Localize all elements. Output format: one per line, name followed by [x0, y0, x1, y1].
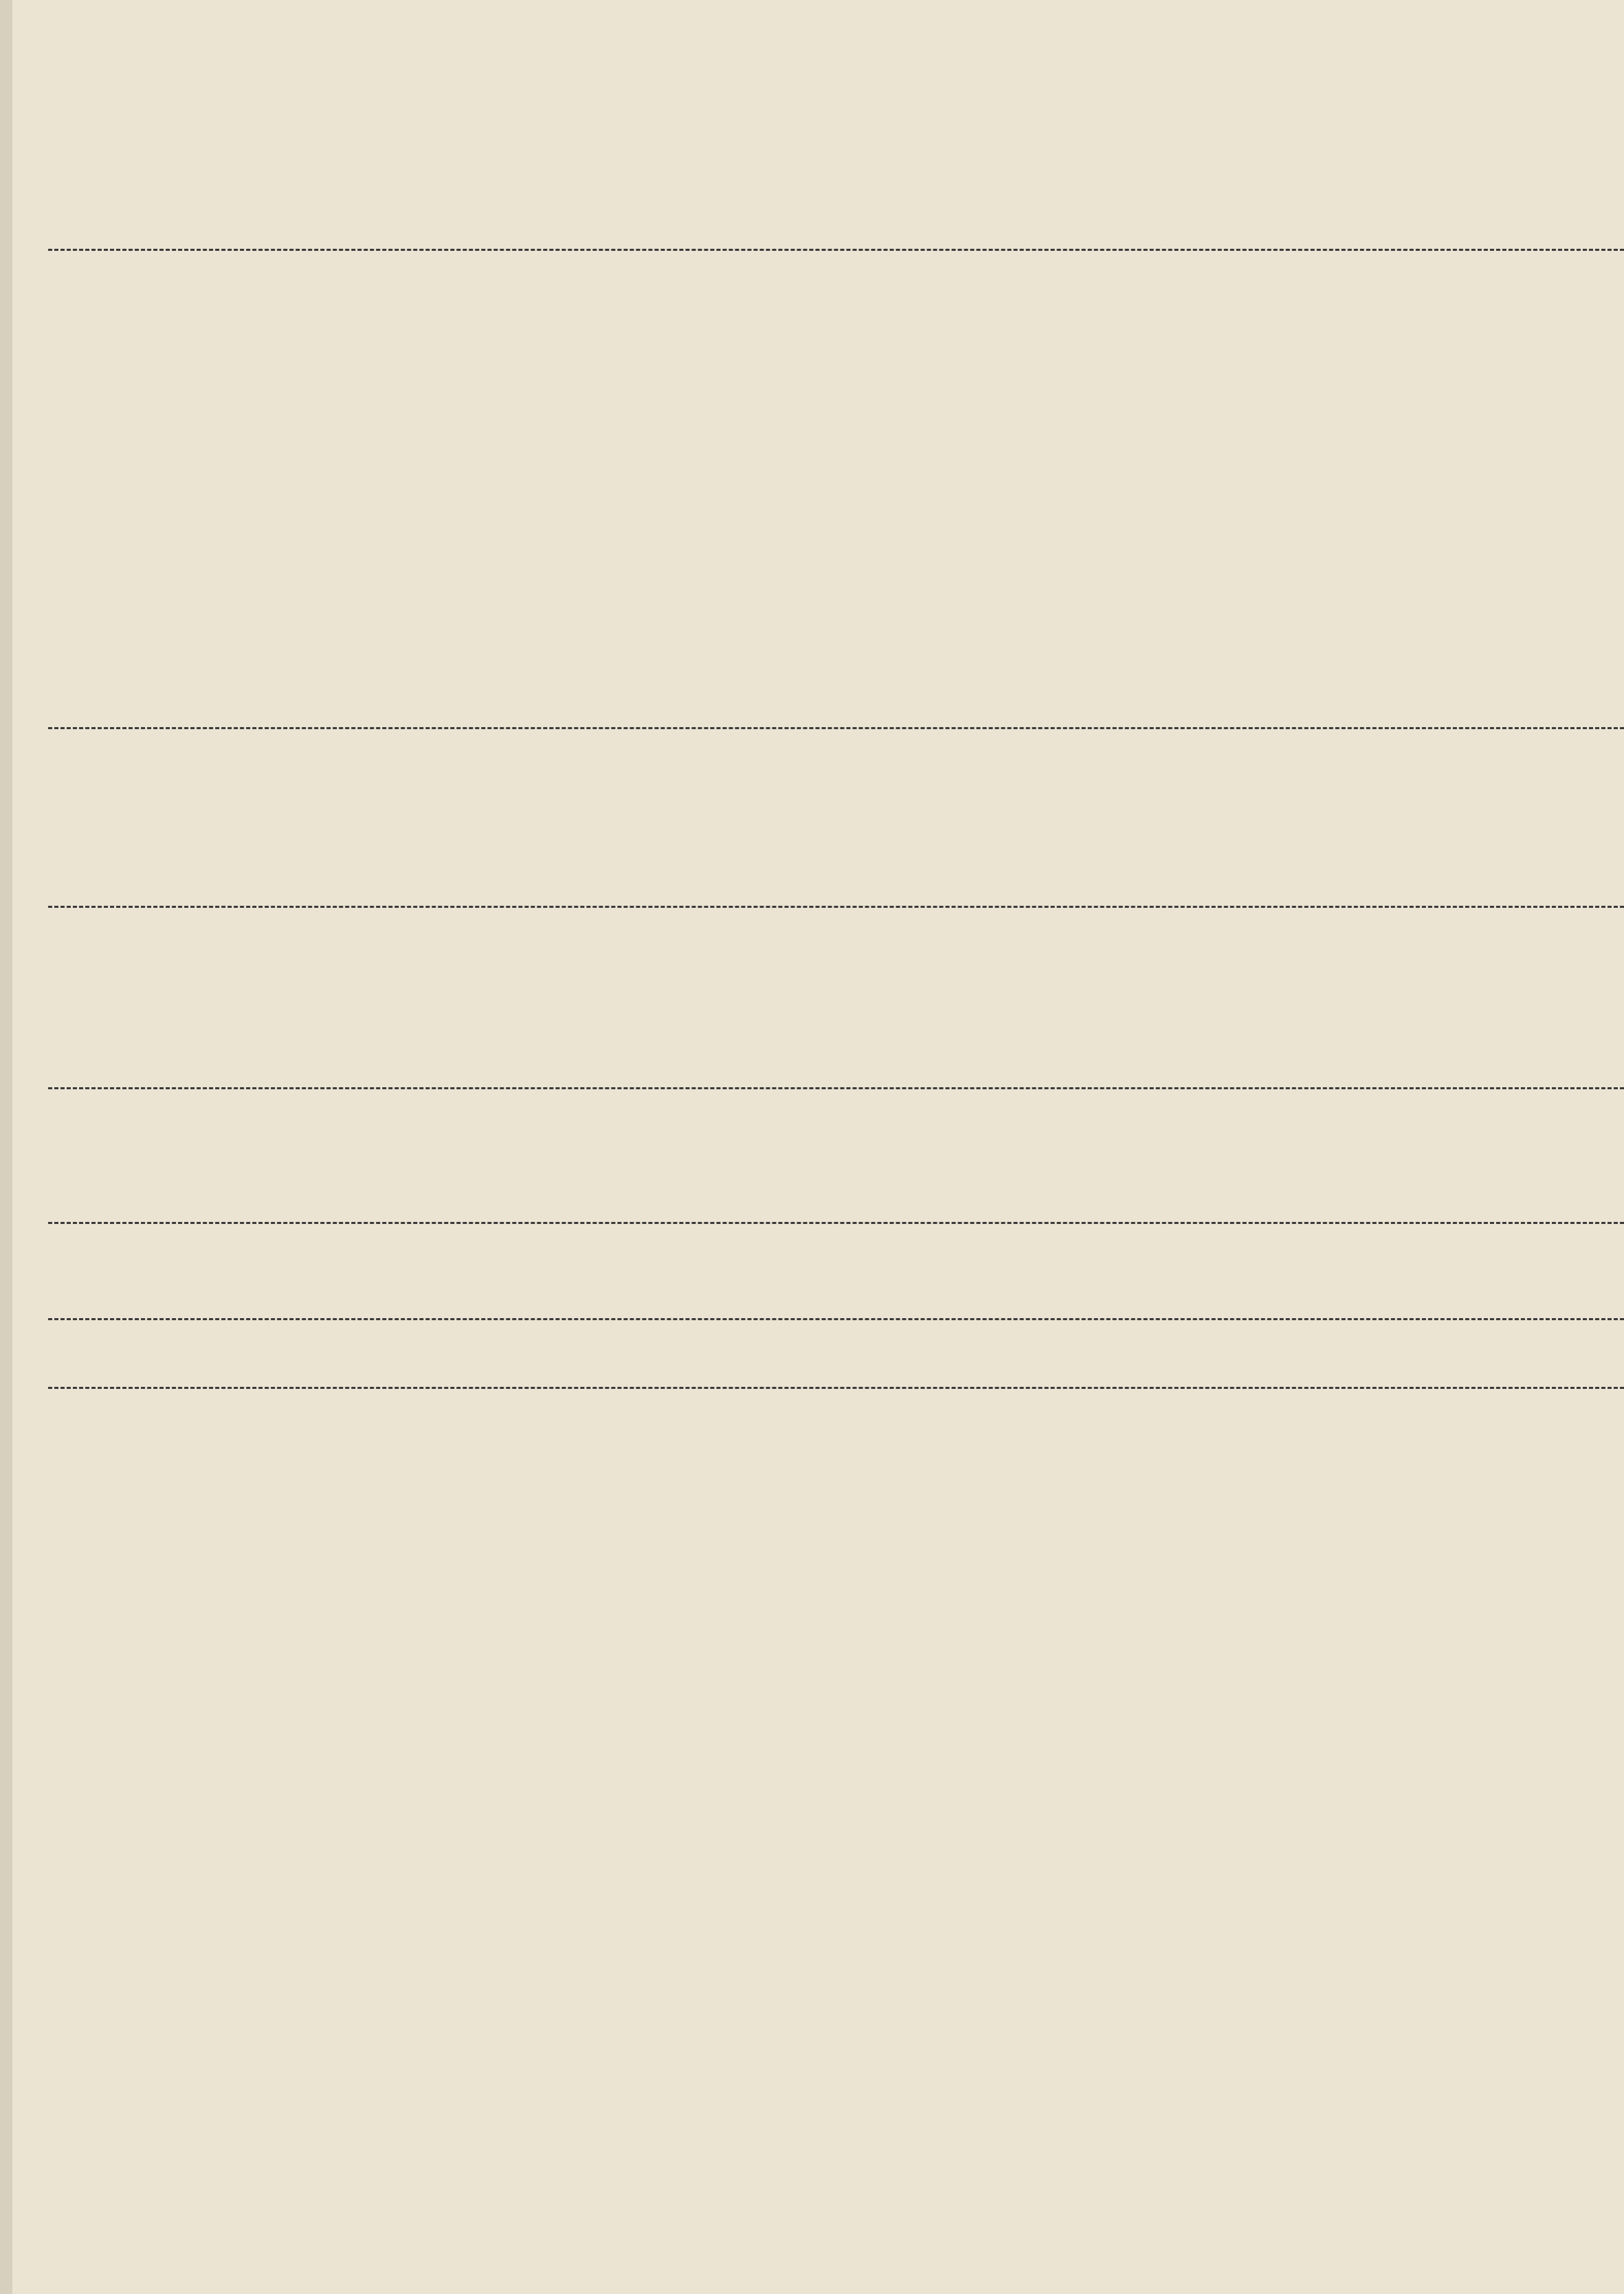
astro-header-right	[932, 1149, 1624, 1225]
divider	[48, 1087, 1624, 1089]
divider	[48, 727, 1624, 729]
domestic-table-header	[49, 140, 74, 350]
page-edge	[0, 0, 12, 2294]
ausland-table-header	[49, 760, 72, 970]
divider	[48, 1318, 1624, 1320]
astro-header-left	[48, 1142, 873, 1218]
divider	[48, 906, 1624, 908]
aerological-diagram	[76, 1443, 1326, 2206]
divider	[48, 1222, 1624, 1224]
divider	[48, 1387, 1624, 1389]
divider	[48, 249, 1624, 251]
station-legend	[1358, 1456, 1382, 1806]
aerology-title	[48, 1406, 72, 1500]
